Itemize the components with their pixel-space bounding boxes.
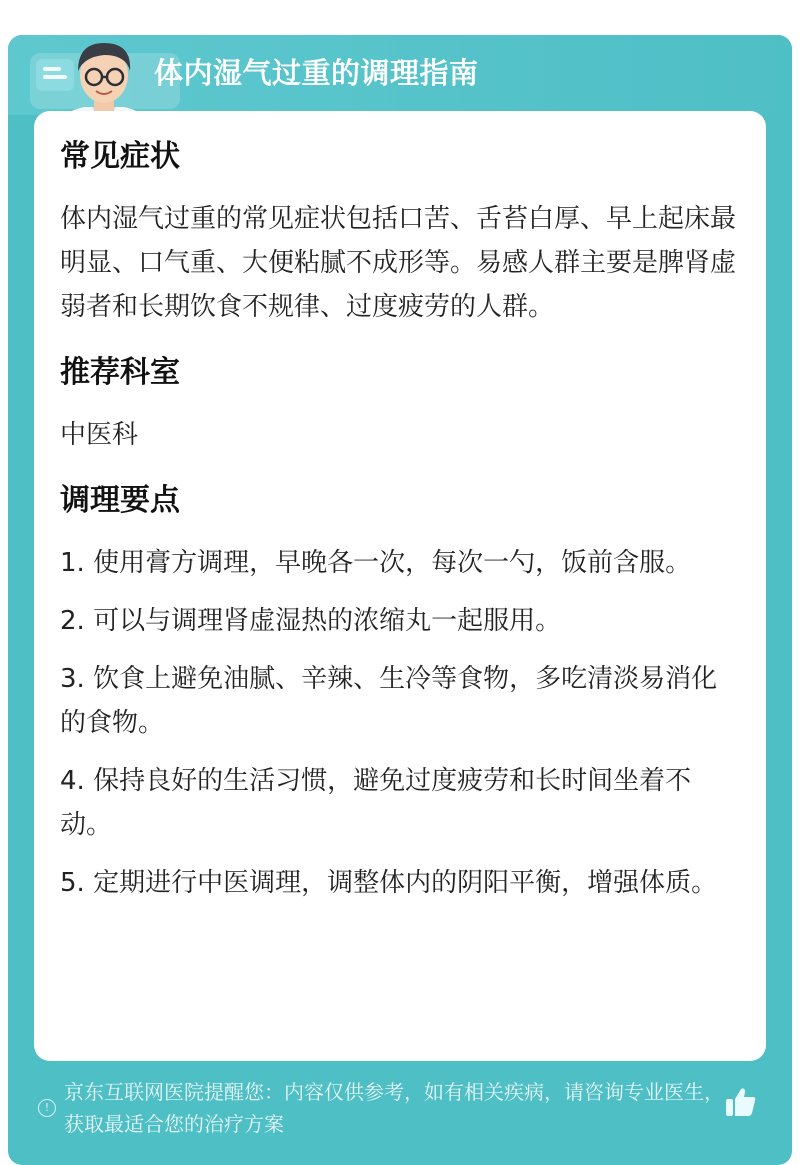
list-item: 3. 饮食上避免油腻、辛辣、生冷等食物，多吃清淡易消化的食物。 — [60, 664, 718, 738]
info-icon: ! — [38, 1099, 56, 1117]
page-title: 体内湿气过重的调理指南 — [154, 56, 479, 90]
department-text: 中医科 — [60, 420, 139, 450]
guide-card — [8, 35, 792, 1165]
symptoms-text: 体内湿气过重的常见症状包括口苦、舌苔白厚、早上起床最明显、口气重、大便粘腻不成形等。易感人群主要是脾肾虚弱者和长期饮食不规律、过度疲劳的人群。 — [60, 204, 737, 322]
list-item: 2. 可以与调理肾虚湿热的浓缩丸一起服用。 — [60, 606, 562, 636]
thumbs-up-icon[interactable] — [724, 1085, 758, 1119]
list-item: 4. 保持良好的生活习惯，避免过度疲劳和长时间坐着不动。 — [60, 766, 692, 840]
list-item: 5. 定期进行中医调理，调整体内的阴阳平衡，增强体质。 — [60, 868, 718, 898]
section-heading-symptoms: 常见症状 — [60, 139, 180, 174]
section-heading-department: 推荐科室 — [60, 355, 180, 390]
section-heading-tips: 调理要点 — [60, 483, 180, 518]
footer-notice: 京东互联网医院提醒您：内容仅供参考，如有相关疾病，请咨询专业医生，获取最适合您的治疗方案 — [64, 1080, 724, 1136]
content-body — [60, 137, 740, 919]
list-item: 1. 使用膏方调理，早晚各一次，每次一勺，饭前含服。 — [60, 548, 692, 578]
content-panel — [34, 111, 766, 1061]
